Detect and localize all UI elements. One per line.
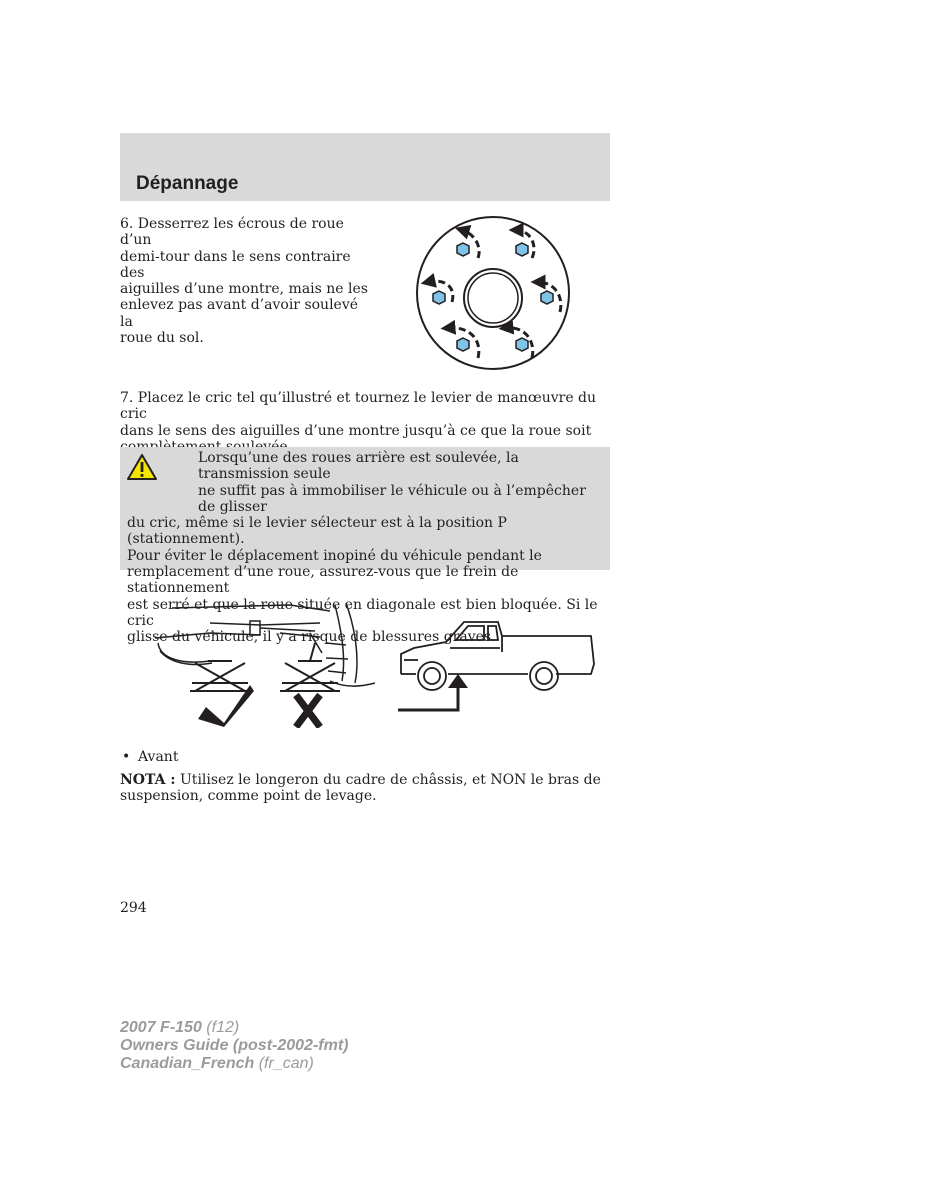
footer-line-2: Owners Guide (post-2002-fmt) bbox=[120, 1037, 349, 1054]
page-number: 294 bbox=[120, 900, 147, 916]
lug-nut bbox=[457, 243, 469, 256]
nota-line-2: suspension, comme point de levage. bbox=[120, 788, 377, 805]
text-line: du cric, même si le levier sélecteur est à la position P (stationnement). bbox=[127, 515, 507, 548]
jack-placement-illustration bbox=[150, 603, 380, 728]
nota-line-1: Utilisez le longeron du cadre de châssis, et NON le bras de bbox=[175, 772, 601, 788]
text-line: roue du sol. bbox=[120, 330, 204, 347]
bullet-item bbox=[122, 749, 178, 765]
text-line bbox=[120, 772, 610, 788]
section-title: Dépannage bbox=[136, 173, 239, 194]
lug-nut bbox=[457, 338, 469, 351]
text-line: Pour éviter le déplacement inopiné du véhicule pendant le bbox=[127, 547, 542, 564]
warning-box bbox=[120, 447, 610, 646]
lug-nut bbox=[516, 338, 528, 351]
nota-paragraph bbox=[120, 772, 610, 805]
text-line: ne suffit pas à immobiliser le véhicule ou à l’empêcher de glisser bbox=[198, 482, 586, 515]
truck-lift-point-illustration bbox=[396, 612, 598, 715]
footer-line-3: Canadian_French (fr_can) bbox=[120, 1055, 314, 1072]
text-line: 6. Desserrez les écrous de roue d’un bbox=[120, 216, 344, 249]
section-header-band bbox=[120, 133, 610, 201]
text-line: Lorsqu’une des roues arrière est soulevée, la transmission seule bbox=[198, 450, 519, 483]
text-line: est serré et que la roue située en diagonale est bien bloquée. Si le cric bbox=[127, 596, 598, 629]
nota-label: NOTA : bbox=[120, 772, 176, 788]
text-line: enlevez pas avant d’avoir soulevé la bbox=[120, 297, 359, 330]
text-line: remplacement d’une roue, assurez-vous que le frein de stationnement bbox=[127, 564, 519, 597]
text-line: aiguilles d’une montre, mais ne les bbox=[120, 281, 368, 298]
step-7-text bbox=[120, 390, 610, 455]
step-6-text bbox=[120, 216, 370, 346]
lug-nut bbox=[541, 291, 553, 304]
text-line: dans le sens des aiguilles d’une montre jusqu’à ce que la roue soit bbox=[120, 422, 592, 439]
lug-nut bbox=[433, 291, 445, 304]
document-footer bbox=[120, 1019, 348, 1073]
text-line: glisse du véhicule, il y a risque de blessures graves. bbox=[127, 629, 496, 646]
footer-line-1: 2007 F-150 (f12) bbox=[120, 1019, 240, 1036]
lug-nut bbox=[516, 243, 528, 256]
lug-nut-loosening-diagram bbox=[412, 212, 574, 374]
bullet-symbol: • bbox=[122, 749, 131, 765]
text-line: 7. Placez le cric tel qu’illustré et tournez le levier de manœuvre du cric bbox=[120, 390, 597, 423]
bullet-text: Avant bbox=[138, 749, 179, 765]
text-line: demi-tour dans le sens contraire des bbox=[120, 248, 351, 281]
